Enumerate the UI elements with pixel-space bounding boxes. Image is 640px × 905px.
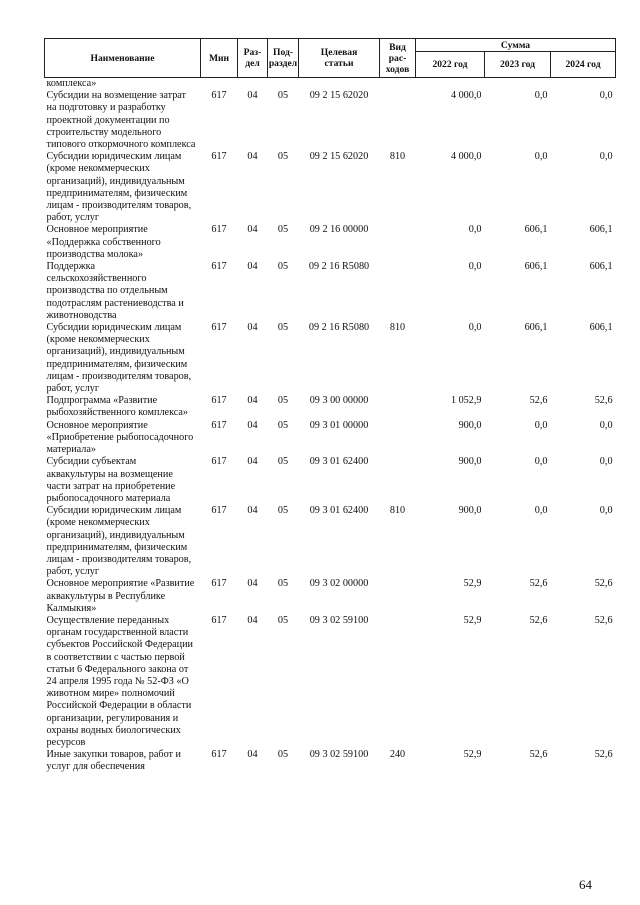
row-sum-2022: 900,0 bbox=[458, 419, 482, 431]
header-sum: Сумма bbox=[416, 39, 616, 52]
table-row bbox=[45, 224, 616, 261]
row-sum-2022: 4 000,0 bbox=[450, 90, 482, 102]
table-row bbox=[45, 322, 616, 395]
row-name: Субсидии юридическим лицам (кроме некоммерческих организаций), индивидуальным предпринимателям, физическим лицам - производителям товаров, работ, услуг bbox=[46, 322, 192, 395]
row-podrazdel: 05 bbox=[277, 505, 289, 517]
header-min: Мин bbox=[201, 39, 238, 78]
table-row bbox=[45, 395, 616, 419]
row-target-article bbox=[299, 78, 380, 91]
row-expense-type bbox=[380, 395, 416, 419]
header-target-article: Целевая статьи bbox=[299, 39, 380, 78]
row-target-article: 09 3 01 62400 bbox=[309, 456, 369, 468]
row-podrazdel: 05 bbox=[277, 395, 289, 407]
row-name: Основное мероприятие «Приобретение рыбопосадочного материала» bbox=[46, 419, 194, 456]
row-sum-2024: 0,0 bbox=[599, 505, 613, 517]
row-name: Поддержка сельскохозяйственного производства по отдельным подотраслям растениеводства и животноводства bbox=[46, 261, 184, 321]
row-expense-type bbox=[380, 456, 416, 505]
row-sum-2024 bbox=[551, 78, 616, 91]
row-sum-2022: 0,0 bbox=[468, 224, 482, 236]
row-target-article: 09 2 15 62020 bbox=[309, 151, 369, 163]
row-razdel bbox=[238, 78, 268, 91]
row-sum-2022: 900,0 bbox=[458, 456, 482, 468]
row-sum-2023: 606,1 bbox=[524, 224, 548, 236]
row-sum-2023: 52,6 bbox=[529, 614, 548, 626]
row-podrazdel: 05 bbox=[277, 261, 289, 273]
row-min bbox=[201, 78, 238, 91]
row-razdel: 04 bbox=[247, 261, 258, 273]
row-sum-2023: 606,1 bbox=[524, 322, 548, 334]
row-min: 617 bbox=[211, 749, 227, 761]
row-expense-type bbox=[380, 90, 416, 151]
row-razdel: 04 bbox=[247, 151, 258, 163]
page-number: 64 bbox=[579, 877, 592, 892]
row-sum-2024: 0,0 bbox=[599, 151, 613, 163]
row-expense-type bbox=[380, 78, 416, 91]
row-target-article: 09 3 02 59100 bbox=[309, 749, 369, 761]
budget-table bbox=[44, 38, 616, 774]
row-min: 617 bbox=[211, 578, 227, 590]
header-expense-type: Вид рас- ходов bbox=[380, 39, 416, 78]
row-target-article: 09 2 16 00000 bbox=[309, 224, 369, 236]
row-sum-2023: 0,0 bbox=[534, 90, 548, 102]
row-sum-2023: 0,0 bbox=[534, 419, 548, 431]
table-row bbox=[45, 90, 616, 151]
row-sum-2023: 52,6 bbox=[529, 578, 548, 590]
row-min: 617 bbox=[211, 261, 227, 273]
row-sum-2024: 52,6 bbox=[594, 395, 613, 407]
row-min: 617 bbox=[211, 456, 227, 468]
row-min: 617 bbox=[211, 419, 227, 431]
row-podrazdel: 05 bbox=[277, 456, 289, 468]
row-sum-2024: 606,1 bbox=[589, 224, 613, 236]
table-row bbox=[45, 78, 616, 91]
row-expense-type: 810 bbox=[389, 505, 406, 517]
row-min: 617 bbox=[211, 505, 227, 517]
row-sum-2023 bbox=[485, 78, 551, 91]
row-podrazdel: 05 bbox=[277, 151, 289, 163]
row-sum-2022: 52,9 bbox=[463, 749, 482, 761]
row-target-article: 09 3 00 00000 bbox=[309, 395, 369, 407]
row-target-article: 09 3 01 00000 bbox=[309, 419, 369, 431]
row-sum-2022: 900,0 bbox=[458, 505, 482, 517]
row-min: 617 bbox=[211, 90, 227, 102]
row-name: Субсидии субъектам аквакультуры на возмещение части затрат на приобретение рыбопосадочного материала bbox=[46, 456, 176, 504]
row-sum-2022: 52,9 bbox=[463, 578, 482, 590]
row-target-article: 09 2 16 R5080 bbox=[308, 322, 370, 334]
row-expense-type bbox=[380, 615, 416, 749]
row-sum-2022: 0,0 bbox=[468, 261, 482, 273]
row-podrazdel: 05 bbox=[277, 90, 289, 102]
row-target-article: 09 3 02 59100 bbox=[309, 614, 369, 626]
header-year-2024: 2024 год bbox=[551, 52, 616, 78]
row-name: Основное мероприятие «Развитие аквакультуры в Республике Калмыкия» bbox=[46, 578, 195, 614]
row-target-article: 09 2 16 R5080 bbox=[308, 261, 370, 273]
row-sum-2023: 606,1 bbox=[524, 261, 548, 273]
row-razdel: 04 bbox=[247, 456, 258, 468]
row-razdel: 04 bbox=[247, 322, 258, 334]
row-target-article: 09 3 01 62400 bbox=[309, 505, 369, 517]
row-expense-type bbox=[380, 578, 416, 615]
row-sum-2022: 1 052,9 bbox=[450, 395, 482, 407]
row-razdel: 04 bbox=[247, 90, 258, 102]
row-sum-2022 bbox=[416, 78, 485, 91]
row-expense-type: 240 bbox=[389, 749, 406, 761]
row-min: 617 bbox=[211, 395, 227, 407]
header-podrazdel: Под- раздел bbox=[268, 39, 299, 78]
row-expense-type: 810 bbox=[389, 322, 406, 334]
row-min: 617 bbox=[211, 614, 227, 626]
row-razdel: 04 bbox=[247, 749, 258, 761]
row-sum-2024: 52,6 bbox=[594, 614, 613, 626]
row-name: Иные закупки товаров, работ и услуг для обеспечения bbox=[46, 749, 181, 773]
row-sum-2024: 52,6 bbox=[594, 749, 613, 761]
row-name: комплекса» bbox=[46, 78, 97, 89]
row-min: 617 bbox=[211, 151, 227, 163]
row-podrazdel: 05 bbox=[277, 749, 289, 761]
row-podrazdel bbox=[268, 78, 299, 91]
row-sum-2022: 4 000,0 bbox=[450, 151, 482, 163]
row-razdel: 04 bbox=[247, 395, 258, 407]
table-row bbox=[45, 578, 616, 615]
row-name: Субсидии на возмещение затрат на подготовку и разработку проектной документации по строительству модельного типового откормочного комплекса bbox=[46, 90, 196, 151]
header-year-2023: 2023 год bbox=[485, 52, 551, 78]
row-podrazdel: 05 bbox=[277, 614, 289, 626]
row-podrazdel: 05 bbox=[277, 224, 289, 236]
row-name: Основное мероприятие «Поддержка собственного производства молока» bbox=[46, 224, 161, 260]
row-name: Субсидии юридическим лицам (кроме некоммерческих организаций), индивидуальным предпринимателям, физическим лицам - производителям товаров, работ, услуг bbox=[46, 505, 192, 578]
row-razdel: 04 bbox=[247, 419, 258, 431]
row-sum-2023: 0,0 bbox=[534, 505, 548, 517]
budget-table-container bbox=[44, 38, 615, 774]
row-podrazdel: 05 bbox=[277, 419, 289, 431]
row-sum-2023: 0,0 bbox=[534, 456, 548, 468]
row-expense-type bbox=[380, 261, 416, 322]
row-sum-2023: 52,6 bbox=[529, 395, 548, 407]
row-sum-2024: 606,1 bbox=[589, 261, 613, 273]
row-sum-2022: 52,9 bbox=[463, 614, 482, 626]
row-target-article: 09 3 02 00000 bbox=[309, 578, 369, 590]
row-expense-type: 810 bbox=[389, 151, 406, 163]
row-razdel: 04 bbox=[247, 505, 258, 517]
table-row bbox=[45, 505, 616, 578]
row-target-article: 09 2 15 62020 bbox=[309, 90, 369, 102]
table-row bbox=[45, 749, 616, 773]
table-row bbox=[45, 151, 616, 224]
row-razdel: 04 bbox=[247, 614, 258, 626]
table-row bbox=[45, 615, 616, 749]
row-name: Подпрограмма «Развитие рыбохозяйственного комплекса» bbox=[46, 395, 189, 419]
row-sum-2024: 606,1 bbox=[589, 322, 613, 334]
row-name: Субсидии юридическим лицам (кроме некоммерческих организаций), индивидуальным предпринимателям, физическим лицам - производителям товаров, работ, услуг bbox=[46, 151, 192, 224]
row-razdel: 04 bbox=[247, 578, 258, 590]
row-min: 617 bbox=[211, 224, 227, 236]
row-sum-2024: 0,0 bbox=[599, 90, 613, 102]
row-name: Осуществление переданных органам государственной власти субъектов Российской Федерации в соответствии с частью первой статьи 6 Федерального закона от 24 апреля 1995 года № 52-ФЗ «О животном мире» полномочий Российской Федерации в области организации, регулирования и охраны водных биологических ресурсов bbox=[46, 614, 194, 748]
row-min: 617 bbox=[211, 322, 227, 334]
header-year-2022: 2022 год bbox=[416, 52, 485, 78]
row-expense-type bbox=[380, 224, 416, 261]
table-header bbox=[45, 39, 616, 78]
row-sum-2024: 52,6 bbox=[594, 578, 613, 590]
row-razdel: 04 bbox=[247, 224, 258, 236]
row-expense-type bbox=[380, 420, 416, 457]
row-podrazdel: 05 bbox=[277, 578, 289, 590]
table-row bbox=[45, 456, 616, 505]
row-podrazdel: 05 bbox=[277, 322, 289, 334]
table-body bbox=[45, 78, 616, 774]
header-name: Наименование bbox=[45, 39, 201, 78]
table-row bbox=[45, 420, 616, 457]
row-sum-2024: 0,0 bbox=[599, 456, 613, 468]
row-sum-2022: 0,0 bbox=[468, 322, 482, 334]
row-sum-2024: 0,0 bbox=[599, 419, 613, 431]
table-row bbox=[45, 261, 616, 322]
row-sum-2023: 0,0 bbox=[534, 151, 548, 163]
header-razdel: Раз- дел bbox=[238, 39, 268, 78]
row-sum-2023: 52,6 bbox=[529, 749, 548, 761]
